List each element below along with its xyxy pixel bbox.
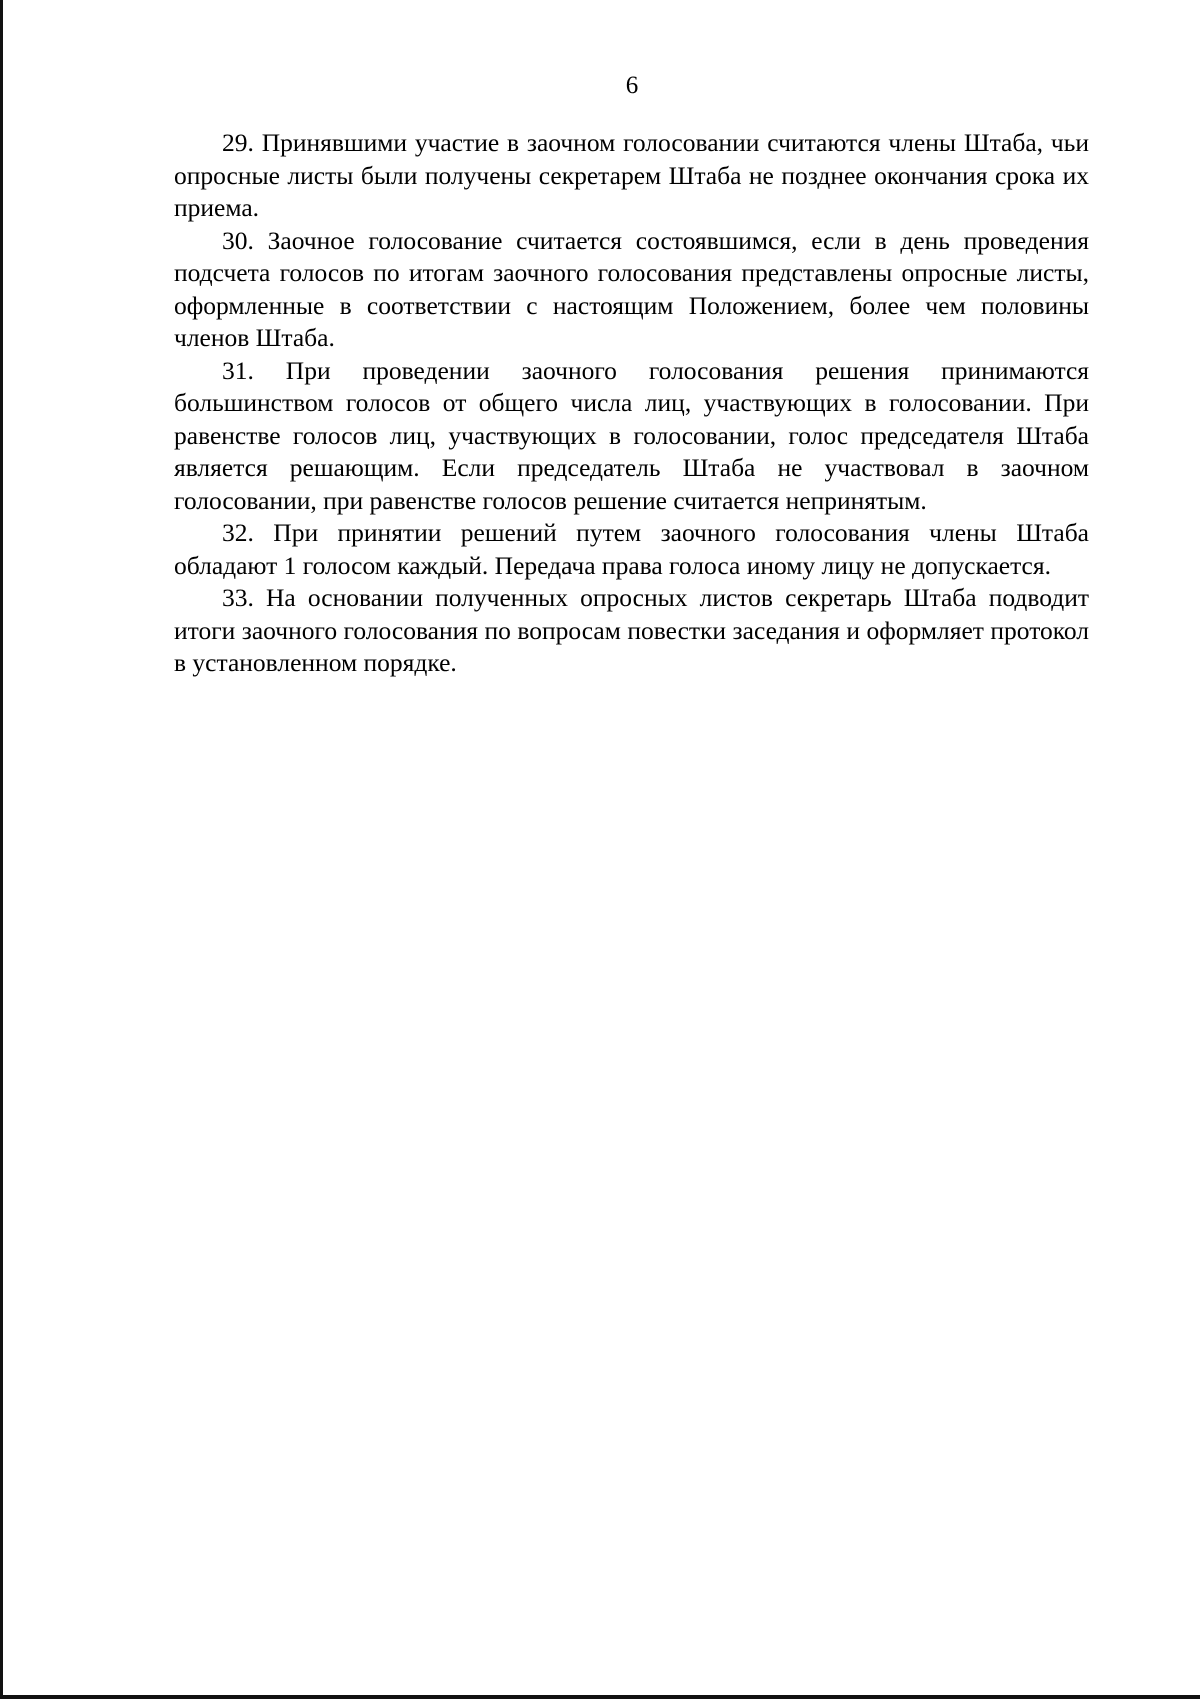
paragraph-31: 31. При проведении заочного голосования решения принимаются большинством голосов от общего числа лиц, участвующих в голосовании. При равенстве голосов лиц, участвующих в голосовании, голос председателя Штаба является решающим. Если председатель Штаба не участвовал в заочном голосовании, при равенстве голосов решение считается непринятым. (174, 355, 1089, 515)
document-body (174, 127, 1089, 680)
scan-edge-left (0, 0, 3, 1699)
paragraph-33: 33. На основании полученных опросных листов секретарь Штаба подводит итоги заочного голосования по вопросам повестки заседания и оформляет протокол в установленном порядке. (174, 583, 1089, 677)
paragraph-32: 32. При принятии решений путем заочного голосования члены Штаба обладают 1 голосом каждый. Передача права голоса иному лицу не допускается. (174, 518, 1089, 580)
paragraph-29: 29. Принявшими участие в заочном голосовании считаются члены Штаба, чьи опросные листы были получены секретарем Штаба не позднее окончания срока их приема. (174, 128, 1089, 222)
page-number: 6 (625, 72, 639, 99)
paragraph-30: 30. Заочное голосование считается состоявшимся, если в день проведения подсчета голосов по итогам заочного голосования представлены опросные листы, оформленные в соответствии с настоящим Положением, более чем половины членов Штаба. (174, 225, 1089, 352)
scan-edge-bottom (0, 1695, 1200, 1699)
